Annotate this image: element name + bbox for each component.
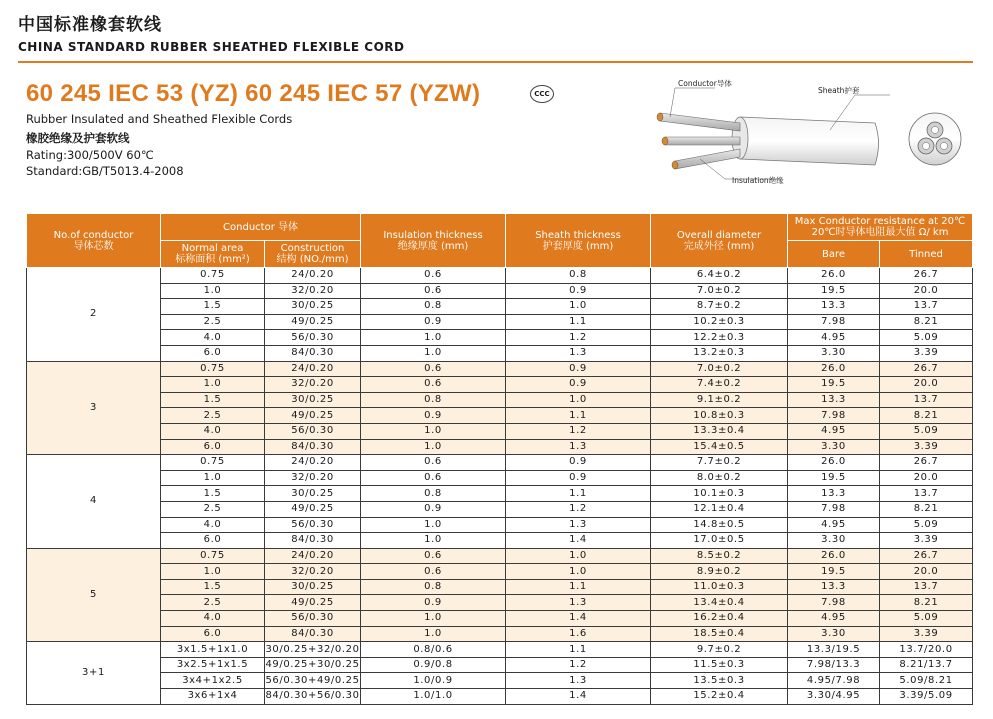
table-cell: 84/0.30 xyxy=(265,439,361,455)
table-cell: 19.5 xyxy=(788,470,880,486)
table-cell: 4.0 xyxy=(161,423,265,439)
col-resistance-cn: 20℃时导体电阻最大值 Ω/ km xyxy=(811,227,949,238)
table-row xyxy=(27,486,973,502)
table-row xyxy=(27,470,973,486)
table-cell: 3.39/5.09 xyxy=(880,689,973,705)
table-cell: 0.9 xyxy=(361,595,506,611)
col-insulation xyxy=(361,214,506,268)
table-cell: 13.2±0.3 xyxy=(651,345,788,361)
table-cell: 5.09 xyxy=(880,330,973,346)
table-cell: 0.6 xyxy=(361,268,506,284)
table-cell: 0.8 xyxy=(361,299,506,315)
table-row xyxy=(27,595,973,611)
table-cell: 0.8 xyxy=(361,486,506,502)
table-cell: 32/0.20 xyxy=(265,283,361,299)
table-cell: 1.1 xyxy=(506,314,651,330)
table-cell: 7.98 xyxy=(788,501,880,517)
table-cell: 20.0 xyxy=(880,470,973,486)
table-cell: 3.30 xyxy=(788,626,880,642)
table-cell: 24/0.20 xyxy=(265,548,361,564)
col-conductor: Conductor 导体 xyxy=(161,214,361,241)
table-cell: 0.9 xyxy=(506,470,651,486)
table-row xyxy=(27,439,973,455)
table-cell: 1.5 xyxy=(161,299,265,315)
table-cell: 26.7 xyxy=(880,361,973,377)
table-row xyxy=(27,423,973,439)
table-cell: 49/0.25 xyxy=(265,501,361,517)
table-cell: 3x6+1x4 xyxy=(161,689,265,705)
table-cell: 3.39 xyxy=(880,439,973,455)
table-cell: 1.1 xyxy=(506,486,651,502)
description-cn: 橡胶绝缘及护套软线 xyxy=(26,131,130,145)
table-cell: 1.0 xyxy=(506,564,651,580)
table-cell: 1.2 xyxy=(506,501,651,517)
rating-text: Rating:300/500V 60℃ xyxy=(26,148,154,162)
table-row xyxy=(27,517,973,533)
col-construction-cn: 结构 (NO./mm) xyxy=(276,254,349,265)
table-cell: 0.9 xyxy=(361,314,506,330)
table-cell: 1.0 xyxy=(161,377,265,393)
table-row xyxy=(27,268,973,284)
col-sheath-cn: 护套厚度 (mm) xyxy=(542,240,614,252)
table-row xyxy=(27,611,973,627)
table-cell: 0.6 xyxy=(361,283,506,299)
table-row xyxy=(27,392,973,408)
table-cell: 13.3±0.4 xyxy=(651,423,788,439)
table-row xyxy=(27,345,973,361)
table-cell: 12.1±0.4 xyxy=(651,501,788,517)
table-cell: 6.0 xyxy=(161,345,265,361)
table-cell: 3x2.5+1x1.5 xyxy=(161,657,265,673)
table-cell: 1.0/0.9 xyxy=(361,673,506,689)
col-normal-area xyxy=(161,241,265,268)
table-cell: 84/0.30+56/0.30 xyxy=(265,689,361,705)
col-normal-area-en: Normal area xyxy=(181,243,244,254)
table-cell: 1.0 xyxy=(361,517,506,533)
table-cell: 3x4+1x2.5 xyxy=(161,673,265,689)
table-row xyxy=(27,361,973,377)
table-cell: 16.2±0.4 xyxy=(651,611,788,627)
table-cell: 1.3 xyxy=(506,595,651,611)
table-cell: 84/0.30 xyxy=(265,626,361,642)
table-cell: 3.30 xyxy=(788,439,880,455)
table-cell: 3.30 xyxy=(788,533,880,549)
table-cell: 8.21 xyxy=(880,314,973,330)
table-cell: 14.8±0.5 xyxy=(651,517,788,533)
model-title: 60 245 IEC 53 (YZ) 60 245 IEC 57 (YZW) xyxy=(26,80,481,107)
table-cell: 1.0 xyxy=(361,423,506,439)
col-overall xyxy=(651,214,788,268)
table-cell: 13.7 xyxy=(880,299,973,315)
table-cell: 19.5 xyxy=(788,283,880,299)
table-cell: 6.0 xyxy=(161,626,265,642)
table-cell: 1.4 xyxy=(506,689,651,705)
table-cell: 20.0 xyxy=(880,377,973,393)
table-cell: 5.09 xyxy=(880,611,973,627)
table-cell: 7.0±0.2 xyxy=(651,361,788,377)
table-cell: 1.1 xyxy=(506,408,651,424)
table-cell: 8.0±0.2 xyxy=(651,470,788,486)
table-cell: 3.39 xyxy=(880,533,973,549)
table-cell: 20.0 xyxy=(880,283,973,299)
table-cell: 1.0/1.0 xyxy=(361,689,506,705)
table-cell: 7.4±0.2 xyxy=(651,377,788,393)
table-cell: 30/0.25 xyxy=(265,392,361,408)
sheath-label: Sheath护套 xyxy=(818,86,860,95)
table-cell: 84/0.30 xyxy=(265,345,361,361)
table-row xyxy=(27,501,973,517)
table-cell: 4.0 xyxy=(161,517,265,533)
table-cell: 18.5±0.4 xyxy=(651,626,788,642)
col-sheath xyxy=(506,214,651,268)
table-cell: 1.0 xyxy=(161,470,265,486)
table-cell: 1.0 xyxy=(361,345,506,361)
table-cell: 7.98 xyxy=(788,314,880,330)
table-cell: 7.0±0.2 xyxy=(651,283,788,299)
table-cell: 19.5 xyxy=(788,564,880,580)
table-row xyxy=(27,626,973,642)
table-cell: 49/0.25+30/0.25 xyxy=(265,657,361,673)
col-overall-cn: 完成外径 (mm) xyxy=(683,240,755,252)
table-cell: 56/0.30+49/0.25 xyxy=(265,673,361,689)
table-cell: 10.1±0.3 xyxy=(651,486,788,502)
table-cell: 2.5 xyxy=(161,408,265,424)
table-row xyxy=(27,330,973,346)
table-cell: 0.75 xyxy=(161,361,265,377)
table-cell: 84/0.30 xyxy=(265,533,361,549)
table-cell: 8.21/13.7 xyxy=(880,657,973,673)
table-cell: 1.0 xyxy=(161,564,265,580)
col-insulation-en: Insulation thickness xyxy=(383,229,483,241)
table-cell: 1.1 xyxy=(506,642,651,658)
conductor-count-cell: 3 xyxy=(27,361,161,455)
table-row xyxy=(27,533,973,549)
table-cell: 0.9 xyxy=(361,408,506,424)
table-cell: 8.21 xyxy=(880,408,973,424)
title-divider xyxy=(18,61,973,63)
table-cell: 1.4 xyxy=(506,533,651,549)
table-cell: 32/0.20 xyxy=(265,564,361,580)
table-cell: 17.0±0.5 xyxy=(651,533,788,549)
col-sheath-en: Sheath thickness xyxy=(535,229,621,241)
table-cell: 0.9/0.8 xyxy=(361,657,506,673)
table-cell: 1.0 xyxy=(506,392,651,408)
table-cell: 0.75 xyxy=(161,455,265,471)
table-cell: 26.7 xyxy=(880,268,973,284)
page-title-cn: 中国标准橡套软线 xyxy=(18,15,162,35)
table-cell: 30/0.25 xyxy=(265,299,361,315)
table-cell: 26.7 xyxy=(880,455,973,471)
table-cell: 4.95/7.98 xyxy=(788,673,880,689)
table-cell: 56/0.30 xyxy=(265,330,361,346)
table-cell: 26.0 xyxy=(788,548,880,564)
table-cell: 3.39 xyxy=(880,345,973,361)
table-row xyxy=(27,314,973,330)
table-cell: 20.0 xyxy=(880,564,973,580)
col-no-conductor-cn: 导体芯数 xyxy=(73,240,114,252)
table-cell: 0.9 xyxy=(506,283,651,299)
table-cell: 9.1±0.2 xyxy=(651,392,788,408)
table-cell: 26.0 xyxy=(788,268,880,284)
ccc-cert-icon: CCC xyxy=(530,85,554,103)
table-cell: 1.0 xyxy=(161,283,265,299)
table-cell: 13.3 xyxy=(788,486,880,502)
table-cell: 0.9 xyxy=(361,501,506,517)
table-cell: 7.98 xyxy=(788,595,880,611)
table-cell: 13.5±0.3 xyxy=(651,673,788,689)
col-construction-en: Construction xyxy=(280,243,345,254)
table-cell: 11.5±0.3 xyxy=(651,657,788,673)
table-cell: 6.0 xyxy=(161,439,265,455)
table-cell: 2.5 xyxy=(161,501,265,517)
table-cell: 4.95 xyxy=(788,330,880,346)
table-row xyxy=(27,283,973,299)
table-cell: 1.5 xyxy=(161,486,265,502)
conductor-count-cell: 3+1 xyxy=(27,642,161,704)
cross-section-shape xyxy=(909,113,961,165)
standard-text: Standard:GB/T5013.4-2008 xyxy=(26,164,184,178)
table-cell: 1.5 xyxy=(161,392,265,408)
table-cell: 0.8 xyxy=(506,268,651,284)
table-cell: 49/0.25 xyxy=(265,408,361,424)
col-resistance xyxy=(788,214,973,241)
table-cell: 1.4 xyxy=(506,611,651,627)
table-row xyxy=(27,579,973,595)
table-cell: 13.3 xyxy=(788,299,880,315)
table-cell: 8.7±0.2 xyxy=(651,299,788,315)
table-cell: 1.0 xyxy=(361,611,506,627)
table-cell: 1.0 xyxy=(361,330,506,346)
table-cell: 4.95 xyxy=(788,423,880,439)
table-cell: 3.30/4.95 xyxy=(788,689,880,705)
page-title-en: CHINA STANDARD RUBBER SHEATHED FLEXIBLE CORD xyxy=(18,40,405,54)
table-cell: 0.6 xyxy=(361,470,506,486)
col-no-conductor-en: No.of conductor xyxy=(53,229,134,241)
table-cell: 56/0.30 xyxy=(265,611,361,627)
table-cell: 13.4±0.4 xyxy=(651,595,788,611)
sheath-shape xyxy=(740,117,879,165)
table-cell: 0.8 xyxy=(361,392,506,408)
col-overall-en: Overall diameter xyxy=(676,229,762,241)
table-cell: 24/0.20 xyxy=(265,268,361,284)
table-cell: 2.5 xyxy=(161,314,265,330)
table-cell: 0.6 xyxy=(361,548,506,564)
table-cell: 0.9 xyxy=(506,377,651,393)
table-cell: 56/0.30 xyxy=(265,517,361,533)
table-cell: 8.5±0.2 xyxy=(651,548,788,564)
col-normal-area-cn: 标称面积 (mm²) xyxy=(175,254,250,265)
table-cell: 9.7±0.2 xyxy=(651,642,788,658)
table-cell: 24/0.20 xyxy=(265,455,361,471)
table-cell: 1.3 xyxy=(506,517,651,533)
table-cell: 0.6 xyxy=(361,377,506,393)
table-cell: 7.98 xyxy=(788,408,880,424)
table-cell: 0.75 xyxy=(161,268,265,284)
table-cell: 4.0 xyxy=(161,330,265,346)
table-cell: 13.3/19.5 xyxy=(788,642,880,658)
table-cell: 49/0.25 xyxy=(265,595,361,611)
table-cell: 0.9 xyxy=(506,361,651,377)
table-cell: 13.3 xyxy=(788,579,880,595)
table-cell: 15.4±0.5 xyxy=(651,439,788,455)
table-cell: 26.7 xyxy=(880,548,973,564)
table-cell: 24/0.20 xyxy=(265,361,361,377)
table-cell: 49/0.25 xyxy=(265,314,361,330)
table-row xyxy=(27,564,973,580)
table-cell: 1.3 xyxy=(506,439,651,455)
table-cell: 1.2 xyxy=(506,657,651,673)
table-cell: 1.2 xyxy=(506,423,651,439)
table-cell: 1.5 xyxy=(161,579,265,595)
table-row xyxy=(27,408,973,424)
table-cell: 0.6 xyxy=(361,361,506,377)
table-row xyxy=(27,642,973,658)
table-cell: 1.0 xyxy=(361,439,506,455)
col-construction xyxy=(265,241,361,268)
table-row xyxy=(27,689,973,705)
table-cell: 1.1 xyxy=(506,579,651,595)
table-cell: 13.7 xyxy=(880,486,973,502)
col-tinned: Tinned xyxy=(880,241,973,268)
table-cell: 1.2 xyxy=(506,330,651,346)
table-cell: 5.09 xyxy=(880,517,973,533)
table-cell: 8.9±0.2 xyxy=(651,564,788,580)
table-cell: 10.2±0.3 xyxy=(651,314,788,330)
table-row xyxy=(27,548,973,564)
table-cell: 3.39 xyxy=(880,626,973,642)
table-cell: 56/0.30 xyxy=(265,423,361,439)
table-cell: 0.8 xyxy=(361,579,506,595)
table-cell: 0.9 xyxy=(506,455,651,471)
table-row xyxy=(27,377,973,393)
table-row xyxy=(27,673,973,689)
table-cell: 0.6 xyxy=(361,564,506,580)
table-cell: 32/0.20 xyxy=(265,470,361,486)
table-cell: 30/0.25+32/0.20 xyxy=(265,642,361,658)
table-cell: 4.0 xyxy=(161,611,265,627)
table-cell: 1.0 xyxy=(506,299,651,315)
table-cell: 1.0 xyxy=(506,548,651,564)
table-cell: 7.98/13.3 xyxy=(788,657,880,673)
col-resistance-en: Max Conductor resistance at 20℃ xyxy=(794,216,966,227)
description-en: Rubber Insulated and Sheathed Flexible Cords xyxy=(26,112,293,126)
table-cell: 0.8/0.6 xyxy=(361,642,506,658)
conductor-label: Conductor导体 xyxy=(678,79,732,88)
table-cell: 13.7/20.0 xyxy=(880,642,973,658)
insulation-label: Insulation绝缘 xyxy=(732,176,784,185)
table-cell: 19.5 xyxy=(788,377,880,393)
table-cell: 13.7 xyxy=(880,579,973,595)
table-cell: 10.8±0.3 xyxy=(651,408,788,424)
table-cell: 1.0 xyxy=(361,626,506,642)
table-cell: 7.7±0.2 xyxy=(651,455,788,471)
table-cell: 2.5 xyxy=(161,595,265,611)
table-cell: 30/0.25 xyxy=(265,579,361,595)
conductor-count-cell: 4 xyxy=(27,455,161,549)
table-cell: 6.0 xyxy=(161,533,265,549)
table-cell: 32/0.20 xyxy=(265,377,361,393)
table-cell: 8.21 xyxy=(880,595,973,611)
table-cell: 12.2±0.3 xyxy=(651,330,788,346)
cable-structure-diagram xyxy=(630,75,985,195)
table-cell: 8.21 xyxy=(880,501,973,517)
table-cell: 5.09/8.21 xyxy=(880,673,973,689)
table-cell: 15.2±0.4 xyxy=(651,689,788,705)
table-cell: 13.7 xyxy=(880,392,973,408)
table-cell: 1.3 xyxy=(506,673,651,689)
table-row xyxy=(27,455,973,471)
col-insulation-cn: 绝缘厚度 (mm) xyxy=(397,240,469,252)
table-row xyxy=(27,657,973,673)
table-cell: 4.95 xyxy=(788,611,880,627)
table-cell: 26.0 xyxy=(788,361,880,377)
table-cell: 1.3 xyxy=(506,345,651,361)
col-bare: Bare xyxy=(788,241,880,268)
table-cell: 30/0.25 xyxy=(265,486,361,502)
conductor-count-cell: 5 xyxy=(27,548,161,642)
table-cell: 0.75 xyxy=(161,548,265,564)
table-cell: 26.0 xyxy=(788,455,880,471)
conductor-count-cell: 2 xyxy=(27,268,161,362)
table-cell: 13.3 xyxy=(788,392,880,408)
table-cell: 0.6 xyxy=(361,455,506,471)
spec-table xyxy=(26,213,973,705)
table-cell: 1.6 xyxy=(506,626,651,642)
table-cell: 1.0 xyxy=(361,533,506,549)
col-no-conductor xyxy=(27,214,161,268)
table-cell: 11.0±0.3 xyxy=(651,579,788,595)
spec-table-body xyxy=(27,268,973,705)
table-cell: 4.95 xyxy=(788,517,880,533)
table-cell: 3.30 xyxy=(788,345,880,361)
table-row xyxy=(27,299,973,315)
table-cell: 5.09 xyxy=(880,423,973,439)
table-cell: 6.4±0.2 xyxy=(651,268,788,284)
table-cell: 3x1.5+1x1.0 xyxy=(161,642,265,658)
